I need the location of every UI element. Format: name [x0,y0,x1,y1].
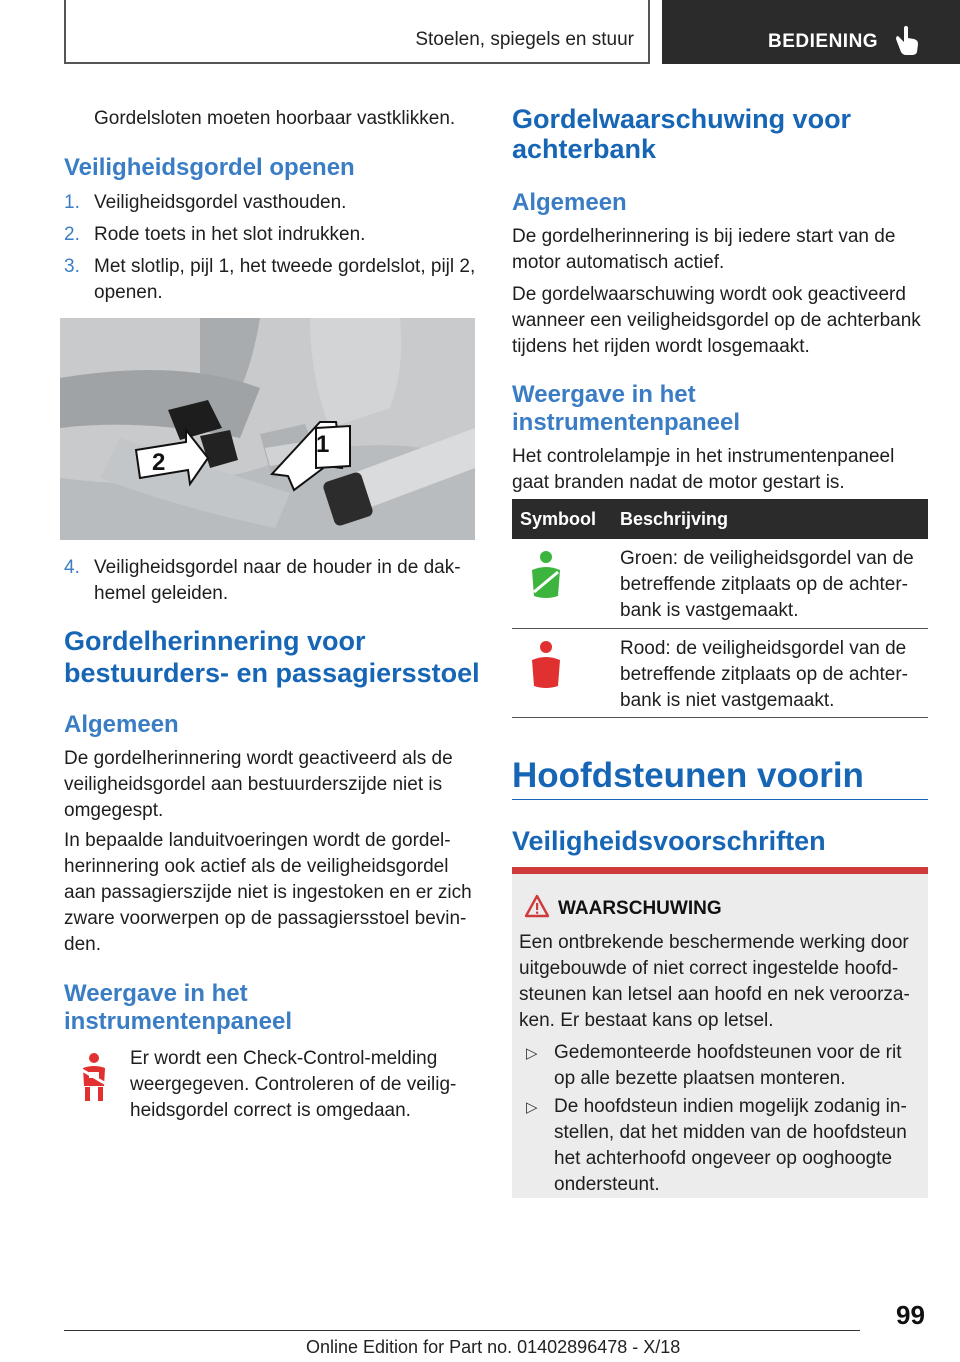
table-cell-text: bank is vastgemaakt. [620,600,799,621]
paragraph-line: omgegespt. [64,800,164,821]
display-heading: instrumentenpaneel [64,1008,293,1035]
step-text: Veiligheidsgordel naar de houder in de dak- [94,557,461,578]
paragraph-line: herinnering ook actief als de veiligheidsgordel [64,856,449,877]
warning-text: ken. Er bestaat kans op letsel. [519,1010,774,1031]
rear-warning-heading: Gordelwaarschuwing voor [512,104,852,134]
step-text: hemel geleiden. [94,583,229,604]
warning-text: Een ontbrekende beschermende werking door [519,932,909,953]
bullet-text: Gedemonteerde hoofdsteunen voor de rit [554,1042,902,1063]
display-heading: Weergave in het [512,381,696,408]
rear-warning-heading: achterbank [512,134,657,164]
bullet-text: stellen, dat het midden van de hoofdsteun [554,1122,907,1143]
paragraph-line: gaat branden nadat de motor gestart is. [512,472,845,493]
safety-heading: Veiligheidsvoorschriften [512,826,826,856]
table-cell-text: bank is niet vastgemaakt. [620,690,835,711]
paragraph-line: De gordelwaarschuwing wordt ook geactiveerd [512,284,906,305]
symbol-table-header [512,499,928,539]
step-text: openen. [94,282,163,303]
display-text: weergegeven. Controleren of de veilig- [130,1074,457,1095]
bullet-text: De hoofdsteun indien mogelijk zodanig in- [554,1096,907,1117]
table-row-divider [512,628,928,629]
step-number: 3. [64,256,80,277]
footer-edition: Online Edition for Part no. 01402896478 - X/18 [306,1337,681,1357]
step-text: Met slotlip, pijl 1, het tweede gordelslot, pijl 2, [94,256,476,277]
bullet-text: op alle bezette plaatsen monteren. [554,1068,846,1089]
display-heading: Weergave in het [64,980,248,1007]
bullet-triangle-icon: ▷ [526,1045,538,1062]
warning-text: steunen kan letsel aan hoofd en nek veroorza- [519,984,910,1005]
headrest-heading: Hoofdsteunen voorin [512,756,864,795]
table-cell-text: betreffende zitplaats op de achter- [620,574,909,595]
step-number: 1. [64,192,80,213]
bullet-text: het achterhoofd ongeveer op ooghoogte [554,1148,893,1169]
paragraph-line: In bepaalde landuitvoeringen wordt de gordel- [64,830,451,851]
paragraph-line: veiligheidsgordel aan bestuurderszijde niet is [64,774,443,795]
reminder-heading: bestuurders- en passagiersstoel [64,658,480,688]
table-cell-text: Groen: de veiligheidsgordel van de [620,548,914,569]
bullet-text: ondersteunt. [554,1174,660,1195]
display-heading: instrumentenpaneel [512,409,741,436]
paragraph-line: den. [64,934,101,955]
bullet-triangle-icon: ▷ [526,1099,538,1116]
chapter-tab-label: BEDIENING [768,31,879,52]
open-belt-heading: Veiligheidsgordel openen [64,154,355,181]
table-col-beschrijving: Beschrijving [620,509,729,529]
footer-rule [64,1330,860,1331]
paragraph-line: tijdens het rijden wordt losgemaakt. [512,336,810,357]
display-text: heidsgordel correct is omgedaan. [130,1100,411,1121]
warning-box [512,867,928,1198]
algemeen-heading: Algemeen [512,189,627,216]
paragraph-line: De gordelherinnering wordt geactiveerd als de [64,748,453,769]
algemeen-heading: Algemeen [64,711,179,738]
paragraph-line: zware voorwerpen op de passagiersstoel bevin- [64,908,467,929]
warning-text: uitgebouwde of niet correct ingestelde hoofd- [519,958,899,979]
step-number: 4. [64,557,80,578]
warning-label: WAARSCHUWING [558,898,722,919]
table-col-symbool: Symbool [520,509,597,529]
step-number: 2. [64,224,80,245]
table-cell-text: betreffende zitplaats op de achter- [620,664,909,685]
arrow-label-2: 2 [152,449,166,476]
chapter-tab[interactable] [662,0,960,64]
reminder-heading: Gordelherinnering voor [64,626,366,656]
intro-text: Gordelsloten moeten hoorbaar vastklikken. [94,108,456,129]
arrow-label-1: 1 [316,431,330,458]
section-title: Stoelen, spiegels en stuur [415,29,634,50]
paragraph-line: Het controlelampje in het instrumentenpaneel [512,446,895,467]
step-text: Rode toets in het slot indrukken. [94,224,366,245]
table-row-divider [512,717,928,718]
table-cell-text: Rood: de veiligheidsgordel van de [620,638,907,659]
paragraph-line: wanneer een veiligheidsgordel op de achterbank [512,310,921,331]
seatbelt-fastened-icon [528,550,564,600]
header-frame [64,0,650,64]
display-text: Er wordt een Check-Control-melding [130,1048,438,1069]
heading-underline [512,799,928,800]
paragraph-line: De gordelherinnering is bij iedere start van de [512,226,896,247]
pointing-hand-icon [894,26,920,56]
seat-occupant-icon [528,640,564,690]
paragraph-line: aan passagierszijde niet is ingestoken en er zich [64,882,472,903]
page-number: 99 [896,1300,925,1330]
step-text: Veiligheidsgordel vasthouden. [94,192,347,213]
paragraph-line: motor automatisch actief. [512,252,725,273]
warning-triangle-icon [524,894,550,918]
seatbelt-buckle-illustration [60,318,475,540]
seatbelt-warning-icon [78,1052,110,1102]
